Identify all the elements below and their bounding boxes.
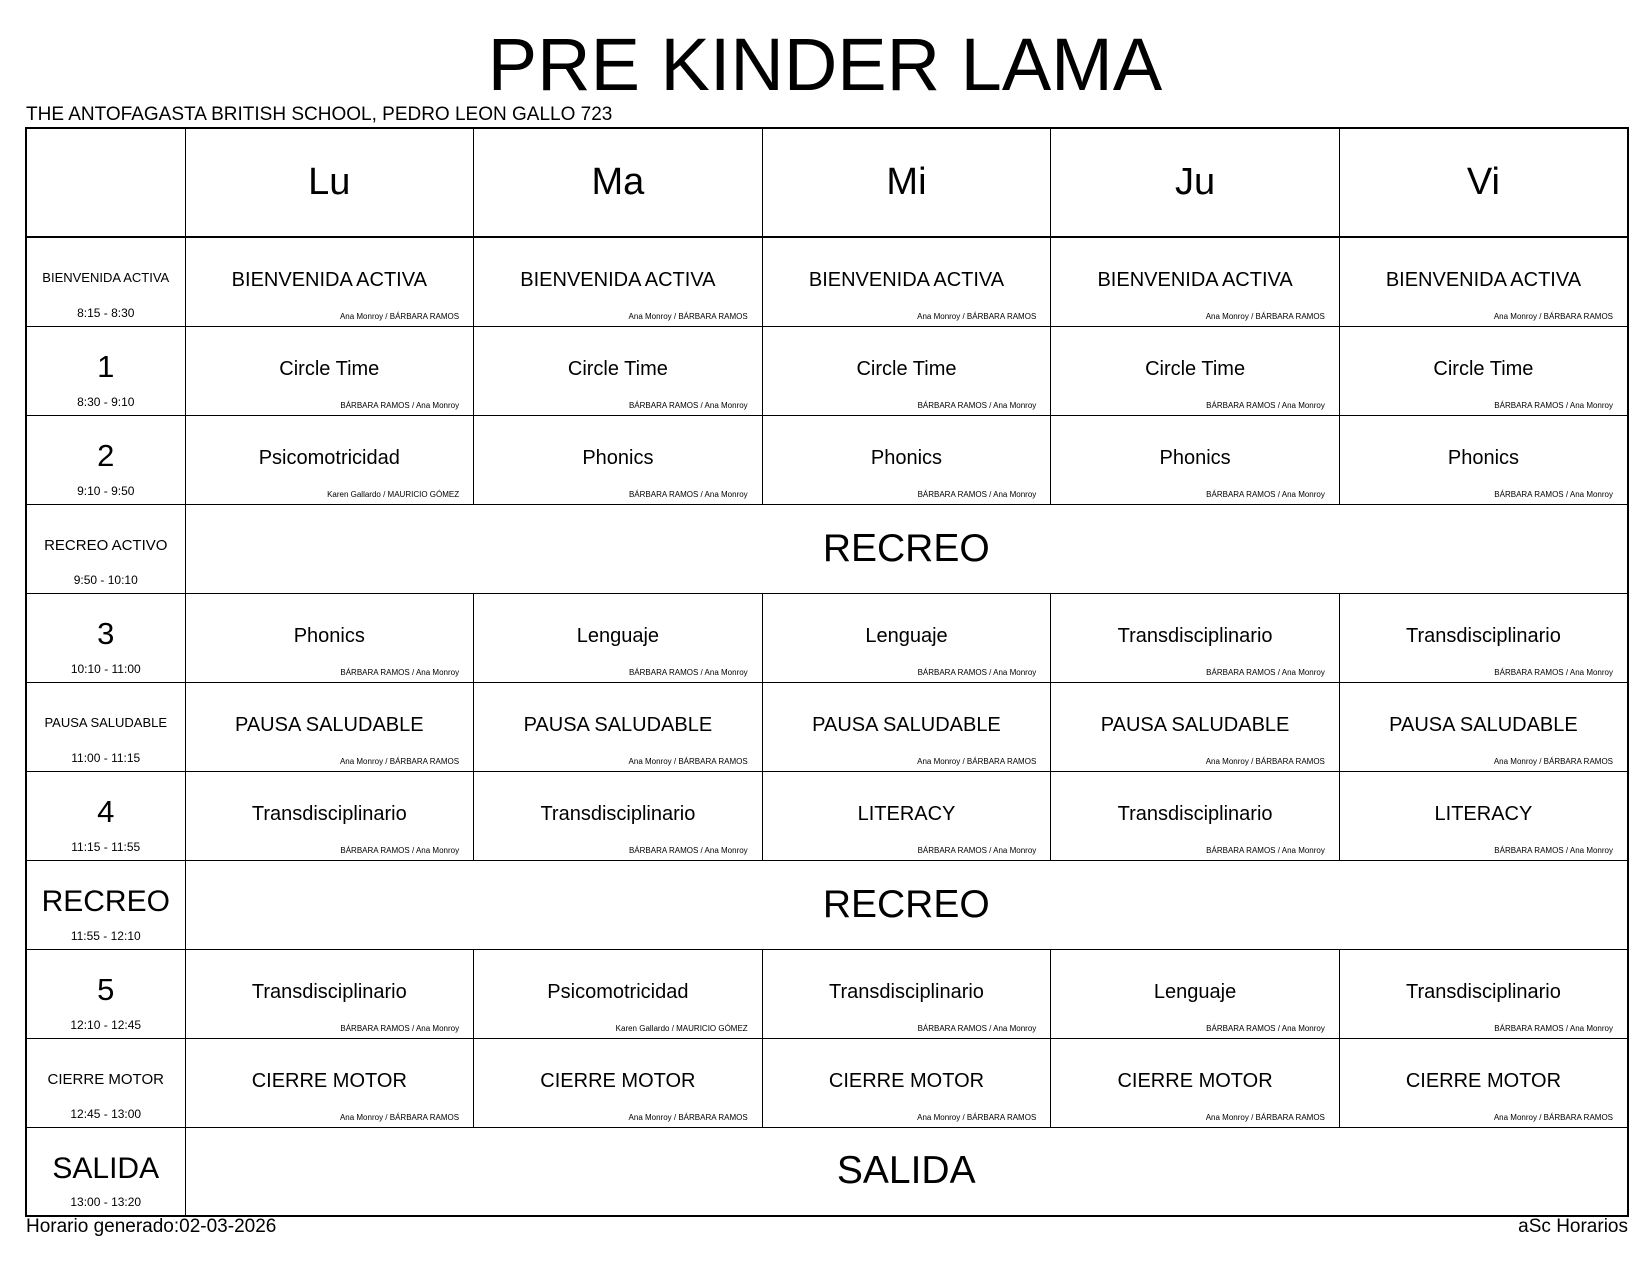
lesson-teachers: BÁRBARA RAMOS / Ana Monroy [1494,1023,1613,1033]
lesson-subject: Transdisciplinario [1117,802,1273,825]
lesson-cell [185,593,474,682]
lesson-subject: BIENVENIDA ACTIVA [1385,269,1582,291]
lesson-subject: PAUSA SALUDABLE [1100,713,1290,736]
lesson-cell [1051,593,1340,682]
software-credit: aSc Horarios [1518,1216,1628,1237]
period-row [26,860,1628,949]
lesson-cell [185,682,474,771]
lesson-subject: Phonics [293,624,365,647]
lesson-teachers: Karen Gallardo / MAURICIO GÓMEZ [615,1023,748,1033]
lesson-cell [185,326,474,415]
lesson-teachers: Ana Monroy / BÁRBARA RAMOS [1205,1112,1325,1122]
lesson-subject: PAUSA SALUDABLE [523,713,713,736]
period-time: 8:15 - 8:30 [77,305,135,320]
lesson-teachers: BÁRBARA RAMOS / Ana Monroy [340,845,460,855]
day-header-row [26,128,1628,237]
lesson-subject: PAUSA SALUDABLE [234,713,424,736]
break-cell: SALIDA [185,1127,1628,1216]
lesson-teachers: Ana Monroy / BÁRBARA RAMOS [917,311,1037,321]
period-time: 9:10 - 9:50 [77,483,135,498]
lesson-teachers: Ana Monroy / BÁRBARA RAMOS [1205,756,1325,766]
lesson-subject: Phonics [870,446,943,469]
period-name: 1 [97,348,115,384]
lesson-cell [762,771,1051,860]
lesson-teachers: BÁRBARA RAMOS / Ana Monroy [1206,1023,1325,1033]
lesson-cell [185,771,474,860]
lesson-cell [1339,771,1628,860]
lesson-teachers: Karen Gallardo / MAURICIO GÓMEZ [327,489,460,499]
period-time: 12:45 - 13:00 [70,1106,142,1121]
lesson-teachers: BÁRBARA RAMOS / Ana Monroy [917,667,1037,677]
lesson-teachers: BÁRBARA RAMOS / Ana Monroy [1206,489,1325,499]
lesson-cell [1339,593,1628,682]
lesson-teachers: Ana Monroy / BÁRBARA RAMOS [628,756,748,766]
lesson-teachers: Ana Monroy / BÁRBARA RAMOS [339,311,460,321]
day-header: Ju [1051,128,1340,237]
lesson-cell [185,949,474,1038]
lesson-cell [1051,326,1340,415]
day-header: Lu [185,128,474,237]
period-time: 9:50 - 10:10 [73,572,138,587]
break-cell: RECREO [185,504,1628,593]
period-header [26,326,185,415]
lesson-teachers: Ana Monroy / BÁRBARA RAMOS [1493,311,1613,321]
lesson-cell [1339,326,1628,415]
period-name: SALIDA [52,1151,160,1185]
lesson-teachers: BÁRBARA RAMOS / Ana Monroy [340,667,460,677]
period-row [26,771,1628,860]
period-name: 4 [97,793,115,829]
lesson-cell [1051,949,1340,1038]
period-name: 3 [97,615,115,651]
lesson-teachers: BÁRBARA RAMOS / Ana Monroy [1494,489,1613,499]
period-row [26,237,1628,326]
lesson-cell [474,237,763,326]
lesson-subject: Phonics [1159,446,1231,469]
lesson-teachers: BÁRBARA RAMOS / Ana Monroy [1494,667,1613,677]
lesson-subject: Lenguaje [576,624,660,647]
lesson-teachers: BÁRBARA RAMOS / Ana Monroy [1494,845,1613,855]
day-header: Mi [762,128,1051,237]
page-title: PRE KINDER LAMA [487,23,1163,106]
lesson-subject: Transdisciplinario [540,802,696,825]
lesson-cell [1339,415,1628,504]
lesson-subject: Circle Time [1145,357,1246,380]
period-name: CIERRE MOTOR [47,1070,164,1088]
lesson-teachers: BÁRBARA RAMOS / Ana Monroy [1494,400,1613,410]
lesson-cell [1051,1038,1340,1127]
lesson-subject: CIERRE MOTOR [540,1069,696,1092]
break-cell: RECREO [185,860,1628,949]
lesson-subject: CIERRE MOTOR [1405,1069,1562,1092]
lesson-cell [1339,237,1628,326]
period-row [26,682,1628,771]
period-header [26,1127,185,1216]
lesson-teachers: BÁRBARA RAMOS / Ana Monroy [628,845,748,855]
period-time: 10:10 - 11:00 [70,661,141,676]
period-time: 11:55 - 12:10 [70,928,141,943]
period-row [26,1038,1628,1127]
lesson-subject: Transdisciplinario [1406,624,1561,647]
lesson-teachers: BÁRBARA RAMOS / Ana Monroy [628,400,748,410]
lesson-teachers: BÁRBARA RAMOS / Ana Monroy [917,400,1037,410]
lesson-subject: Transdisciplinario [251,980,407,1003]
lesson-subject: LITERACY [857,802,956,825]
period-row [26,415,1628,504]
period-header [26,682,185,771]
lesson-subject: Phonics [582,446,654,469]
lesson-teachers: BÁRBARA RAMOS / Ana Monroy [628,489,748,499]
lesson-subject: Circle Time [856,357,957,380]
school-name: THE ANTOFAGASTA BRITISH SCHOOL, PEDRO LEON GALLO 723 [26,104,613,125]
lesson-teachers: BÁRBARA RAMOS / Ana Monroy [917,1023,1037,1033]
lesson-teachers: Ana Monroy / BÁRBARA RAMOS [339,756,460,766]
lesson-subject: Transdisciplinario [1117,624,1273,647]
period-name: RECREO [41,884,170,918]
lesson-subject: CIERRE MOTOR [251,1069,407,1092]
period-header [26,504,185,593]
lesson-subject: Psicomotricidad [547,980,689,1003]
lesson-teachers: Ana Monroy / BÁRBARA RAMOS [339,1112,460,1122]
lesson-cell [185,237,474,326]
lesson-cell [1051,415,1340,504]
lesson-teachers: Ana Monroy / BÁRBARA RAMOS [628,1112,748,1122]
lesson-subject: Transdisciplinario [1406,980,1561,1003]
lesson-subject: Phonics [1447,446,1520,469]
lesson-cell [185,415,474,504]
day-header: Ma [474,128,763,237]
lesson-teachers: BÁRBARA RAMOS / Ana Monroy [1206,400,1325,410]
lesson-cell [762,237,1051,326]
period-name: 5 [97,971,115,1007]
period-header [26,1038,185,1127]
lesson-cell [762,326,1051,415]
lesson-teachers: BÁRBARA RAMOS / Ana Monroy [917,489,1037,499]
lesson-cell [474,593,763,682]
period-row [26,504,1628,593]
lesson-subject: BIENVENIDA ACTIVA [808,269,1005,291]
lesson-subject: Lenguaje [865,624,948,647]
period-header [26,237,185,326]
lesson-cell [762,415,1051,504]
period-header [26,860,185,949]
lesson-cell [1051,237,1340,326]
lesson-teachers: BÁRBARA RAMOS / Ana Monroy [340,400,460,410]
lesson-cell [1339,682,1628,771]
period-time: 11:00 - 11:15 [71,750,141,765]
period-name: PAUSA SALUDABLE [44,714,168,730]
lesson-subject: Transdisciplinario [251,802,407,825]
corner-cell [26,128,185,237]
lesson-cell [474,771,763,860]
lesson-cell [762,1038,1051,1127]
period-header [26,771,185,860]
lesson-cell [474,949,763,1038]
period-time: 13:00 - 13:20 [70,1195,142,1209]
period-time: 12:10 - 12:45 [70,1017,142,1032]
lesson-cell [474,415,763,504]
lesson-teachers: Ana Monroy / BÁRBARA RAMOS [628,311,748,321]
lesson-cell [762,682,1051,771]
lesson-teachers: Ana Monroy / BÁRBARA RAMOS [1493,756,1613,766]
lesson-teachers: Ana Monroy / BÁRBARA RAMOS [1205,311,1325,321]
period-header [26,949,185,1038]
lesson-subject: LITERACY [1434,802,1533,825]
lesson-teachers: BÁRBARA RAMOS / Ana Monroy [340,1023,460,1033]
lesson-cell [1339,949,1628,1038]
lesson-subject: Psicomotricidad [258,446,400,469]
lesson-cell [1051,771,1340,860]
lesson-subject: PAUSA SALUDABLE [1389,713,1578,736]
period-name: 2 [97,437,115,473]
lesson-subject: BIENVENIDA ACTIVA [231,269,427,291]
lesson-teachers: Ana Monroy / BÁRBARA RAMOS [1493,1112,1613,1122]
lesson-cell [1051,682,1340,771]
lesson-teachers: BÁRBARA RAMOS / Ana Monroy [1206,667,1325,677]
lesson-teachers: BÁRBARA RAMOS / Ana Monroy [917,845,1037,855]
lesson-cell [474,1038,763,1127]
day-header: Vi [1339,128,1628,237]
period-row [26,593,1628,682]
period-row [26,1127,1628,1216]
lesson-teachers: Ana Monroy / BÁRBARA RAMOS [917,1112,1037,1122]
period-name: BIENVENIDA ACTIVA [42,270,170,285]
period-row [26,949,1628,1038]
lesson-subject: Lenguaje [1153,980,1237,1003]
lesson-teachers: BÁRBARA RAMOS / Ana Monroy [628,667,748,677]
lesson-subject: BIENVENIDA ACTIVA [520,269,716,291]
lesson-teachers: BÁRBARA RAMOS / Ana Monroy [1206,845,1325,855]
lesson-cell [185,1038,474,1127]
period-row [26,326,1628,415]
lesson-cell [1339,1038,1628,1127]
lesson-subject: Circle Time [279,357,380,380]
lesson-cell [762,593,1051,682]
lesson-subject: CIERRE MOTOR [828,1069,985,1092]
lesson-cell [474,682,763,771]
lesson-subject: Transdisciplinario [829,980,984,1003]
lesson-subject: BIENVENIDA ACTIVA [1097,269,1293,291]
period-time: 8:30 - 9:10 [77,394,135,409]
period-name: RECREO ACTIVO [44,536,168,554]
generated-date: Horario generado:02-03-2026 [26,1216,277,1237]
period-time: 11:15 - 11:55 [71,839,141,854]
period-header [26,415,185,504]
lesson-cell [474,326,763,415]
lesson-subject: CIERRE MOTOR [1117,1069,1273,1092]
lesson-cell [762,949,1051,1038]
lesson-teachers: Ana Monroy / BÁRBARA RAMOS [917,756,1037,766]
lesson-subject: Circle Time [1433,357,1534,380]
period-header [26,593,185,682]
lesson-subject: Circle Time [567,357,668,380]
lesson-subject: PAUSA SALUDABLE [812,713,1001,736]
timetable [25,127,1629,1217]
